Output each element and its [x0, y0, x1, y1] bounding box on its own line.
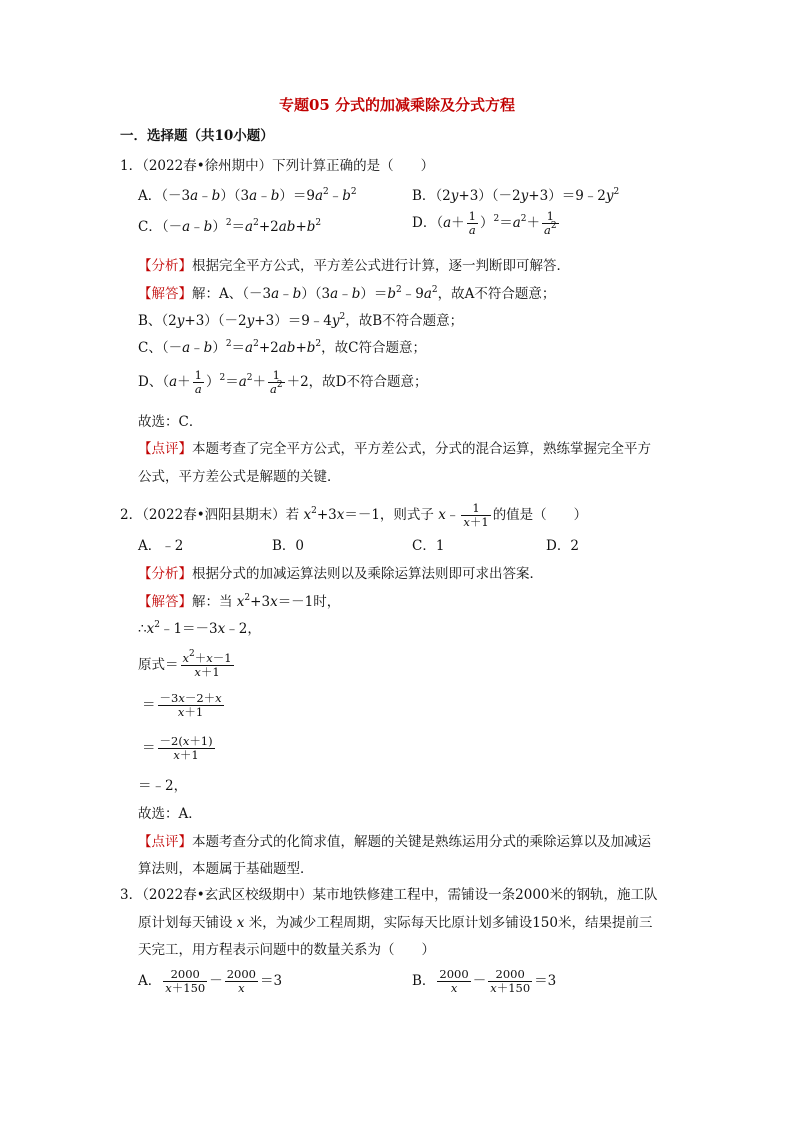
- q2-step-4: ＝ $\frac{-2(x+1)}{x+1}$: [142, 734, 213, 762]
- q2-step-3: ＝ $\frac{-3x-2+x}{x+1}$: [142, 691, 222, 719]
- q3-option-b: B． $\frac{2000}{x}$ － $\frac{2000}{x+150}$ ＝3: [412, 967, 557, 995]
- q2-option-d: D．2: [546, 538, 579, 554]
- q2-option-b: B．0: [272, 538, 305, 554]
- section-heading: 一．选择题（共10小题）: [120, 128, 274, 144]
- q3-stem: 3．（2022春•玄武区校级期中）某市地铁修建工程中，需铺设一条2000米的钢轨，施工队: [120, 887, 658, 903]
- q2-result: ＝﹣2，: [138, 778, 188, 794]
- q1-option-b: B．$(2y+3)(-2y+3)=9﹣2y^2$: [412, 187, 620, 204]
- q1-comment: 【点评】本题考查了完全平方公式，平方差公式，分式的混合运算，熟练掌握完全平方: [138, 441, 651, 457]
- q1-option-a: A．$(-3a﹣b)(3a﹣b)=9a^2﹣b^2$: [138, 187, 357, 204]
- q1-comment-cont: 公式，平方差公式是解题的关键．: [138, 469, 341, 485]
- page-title: 专题05 分式的加减乘除及分式方程: [278, 96, 516, 114]
- q1-solution-a: 【解答】解：A、$(-3a﹣b)(3a﹣b)=b^2﹣9a^2$，故A不符合题意；: [138, 285, 556, 302]
- q1-option-d: D．（a＋ $\frac{1}{a}$ ）$^2=a^2+$ $\frac{1}{a^2}$: [412, 209, 557, 237]
- q3-stem-cont: 原计划每天铺设 x 米，为减少工程周期，实际每天比原计划多铺设150米，结果提前三: [138, 915, 653, 931]
- q1-stem: 1．（2022春•徐州期中）下列计算正确的是（ ）: [120, 158, 435, 174]
- q2-option-a: A．﹣2: [138, 538, 184, 554]
- q1-solution-b: B、$(2y+3)(-2y+3)=9﹣4y^2$，故B不符合题意；: [138, 312, 464, 329]
- q2-step-1: $\therefore x^2﹣1=-3x﹣2$，: [138, 620, 261, 637]
- q2-option-c: C．1: [412, 538, 445, 554]
- q2-solution: 【解答】解：当 $x^2+3x=-1$时，: [138, 593, 341, 610]
- q2-stem: 2．（2022春•泗阳县期末）若 $x^2+3x=-1$，则式子 x﹣ $\frac{1}{x+1}$ 的值是（ ）: [120, 501, 588, 529]
- q1-solution-c: C、$(-a﹣b)^2=a^2+2ab+b^2$，故C符合题意；: [138, 339, 426, 356]
- q1-analysis: 【分析】根据完全平方公式，平方差公式进行计算，逐一判断即可解答．: [138, 258, 570, 274]
- q2-choice: 故选：A．: [138, 806, 202, 822]
- q1-solution-d: D、（a＋ $\frac{1}{a}$ ）$^2=a^2+$ $\frac{1}{a^2}$ ＋2，故D不符合题意；: [138, 368, 428, 396]
- q2-comment-cont: 算法则，本题属于基础题型．: [138, 861, 314, 877]
- q3-stem-cont2: 天完工，用方程表示问题中的数量关系为（ ）: [138, 942, 435, 958]
- q1-choice: 故选：C．: [138, 414, 203, 430]
- q3-option-a: A． $\frac{2000}{x+150}$ － $\frac{2000}{x}$ ＝3: [138, 967, 283, 995]
- q2-analysis: 【分析】根据分式的加减运算法则以及乘除运算法则即可求出答案．: [138, 566, 543, 582]
- q1-option-c: C．$(-a﹣b)^2=a^2+2ab+b^2$: [138, 218, 322, 235]
- q2-step-2: 原式＝ $\frac{x^2+x-1}{x+1}$: [138, 649, 232, 679]
- q2-comment: 【点评】本题考查分式的化简求值，解题的关键是熟练运用分式的乘除运算以及加减运: [138, 834, 651, 850]
